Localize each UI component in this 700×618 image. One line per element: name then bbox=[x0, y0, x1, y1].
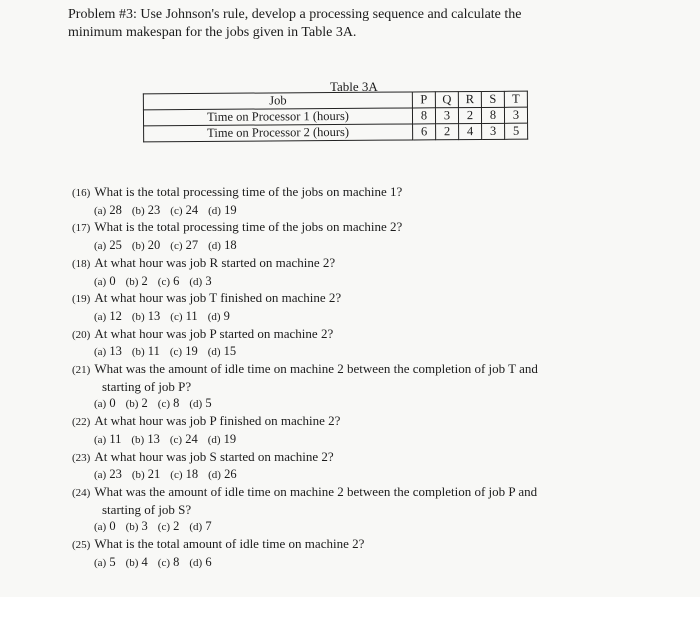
option-value: 19 bbox=[185, 344, 198, 359]
option-value: 25 bbox=[109, 238, 122, 253]
option-value: 27 bbox=[185, 238, 199, 253]
option-value: 6 bbox=[173, 273, 180, 288]
question-item bbox=[72, 413, 682, 448]
answer-option bbox=[94, 396, 116, 410]
question-number: (23) bbox=[72, 451, 91, 464]
option-value: 8 bbox=[173, 396, 180, 411]
table-cell: P bbox=[412, 92, 435, 108]
option-value: 23 bbox=[147, 202, 161, 217]
answer-option bbox=[126, 274, 148, 288]
answer-options bbox=[72, 395, 682, 413]
option-letter: (b) bbox=[125, 556, 139, 569]
option-value: 11 bbox=[109, 431, 122, 446]
question-text: At what hour was job P started on machine 2? bbox=[94, 325, 334, 341]
answer-option bbox=[94, 519, 116, 533]
question-text: What is the total processing time of the jobs on machine 2? bbox=[94, 219, 403, 235]
question-text: At what hour was job T finished on machine 2? bbox=[94, 290, 342, 306]
question-list bbox=[72, 184, 682, 571]
answer-option bbox=[170, 432, 198, 446]
answer-option bbox=[126, 396, 148, 410]
table-cell: S bbox=[481, 91, 504, 107]
table-cell: 2 bbox=[436, 124, 459, 140]
answer-option bbox=[132, 309, 160, 323]
table-row bbox=[144, 123, 528, 142]
option-value: 26 bbox=[224, 467, 237, 482]
option-letter: (b) bbox=[131, 469, 145, 482]
question-number: (20) bbox=[72, 328, 91, 341]
table-cell: 5 bbox=[505, 123, 528, 139]
answer-option bbox=[208, 203, 236, 217]
answer-option bbox=[158, 396, 180, 410]
question-number: (17) bbox=[72, 222, 91, 235]
row-label: Job bbox=[143, 92, 412, 110]
option-value: 24 bbox=[185, 202, 199, 217]
option-letter: (d) bbox=[208, 469, 221, 482]
answer-options bbox=[72, 431, 682, 449]
question-text: At what hour was job S started on machine 2? bbox=[94, 448, 334, 464]
option-letter: (b) bbox=[131, 240, 145, 253]
bottom-margin bbox=[0, 597, 700, 618]
option-letter: (b) bbox=[125, 521, 139, 534]
question-number: (22) bbox=[72, 416, 91, 429]
option-letter: (d) bbox=[189, 398, 203, 411]
option-value: 24 bbox=[185, 431, 198, 446]
option-value: 11 bbox=[147, 344, 160, 359]
option-value: 5 bbox=[109, 554, 116, 569]
option-letter: (a) bbox=[94, 275, 107, 288]
answer-option bbox=[170, 467, 198, 481]
option-letter: (a) bbox=[94, 346, 107, 359]
row-label: Time on Processor 2 (hours) bbox=[144, 124, 413, 142]
table-cell: 8 bbox=[481, 107, 504, 123]
option-letter: (d) bbox=[207, 433, 221, 446]
option-letter: (d) bbox=[207, 310, 221, 323]
option-value: 3 bbox=[141, 519, 148, 534]
table-cell: 6 bbox=[413, 124, 436, 140]
option-letter: (d) bbox=[208, 240, 221, 253]
option-value: 0 bbox=[109, 396, 116, 411]
table-cell: 2 bbox=[458, 107, 481, 123]
option-value: 9 bbox=[223, 308, 230, 323]
option-value: 21 bbox=[147, 467, 161, 482]
answer-option bbox=[132, 344, 160, 358]
answer-option bbox=[94, 555, 116, 569]
option-value: 19 bbox=[223, 431, 237, 446]
answer-options bbox=[72, 518, 682, 536]
answer-option bbox=[170, 203, 198, 217]
answer-options bbox=[72, 237, 682, 255]
option-value: 13 bbox=[147, 431, 160, 446]
table-cell: 3 bbox=[482, 123, 505, 139]
question-item bbox=[72, 326, 682, 361]
answer-options bbox=[72, 273, 682, 291]
option-value: 6 bbox=[205, 554, 212, 569]
question-text: What is the total amount of idle time on machine 2? bbox=[94, 536, 365, 552]
row-label: Time on Processor 1 (hours) bbox=[143, 108, 412, 126]
answer-option bbox=[189, 274, 211, 288]
option-letter: (d) bbox=[189, 275, 203, 288]
option-letter: (b) bbox=[131, 346, 145, 359]
answer-option bbox=[126, 519, 148, 533]
question-text-continued: starting of job P? bbox=[102, 378, 192, 394]
question-text: At what hour was job P finished on machine 2? bbox=[94, 413, 341, 429]
answer-option bbox=[131, 432, 159, 446]
question-item bbox=[72, 255, 682, 290]
question-item bbox=[72, 484, 682, 536]
answer-option bbox=[170, 344, 198, 358]
question-number: (19) bbox=[72, 293, 91, 306]
option-value: 19 bbox=[224, 202, 237, 217]
option-value: 4 bbox=[141, 554, 148, 569]
option-letter: (a) bbox=[94, 398, 107, 411]
option-letter: (d) bbox=[208, 204, 221, 217]
table-caption: Table 3A bbox=[330, 79, 378, 94]
answer-options bbox=[72, 343, 682, 361]
question-item bbox=[72, 536, 682, 571]
answer-option bbox=[208, 344, 236, 358]
question-number: (24) bbox=[72, 486, 91, 499]
question-item bbox=[72, 219, 682, 254]
option-letter: (c) bbox=[170, 469, 183, 482]
option-value: 12 bbox=[109, 308, 122, 323]
option-value: 0 bbox=[109, 519, 116, 534]
option-letter: (a) bbox=[94, 204, 107, 217]
answer-option bbox=[170, 238, 198, 252]
answer-option bbox=[158, 555, 180, 569]
answer-option bbox=[132, 203, 160, 217]
answer-option bbox=[158, 274, 180, 288]
option-value: 3 bbox=[205, 273, 212, 288]
table-cell: 3 bbox=[504, 107, 527, 123]
table-cell: 3 bbox=[435, 108, 458, 124]
answer-option bbox=[94, 432, 121, 446]
option-letter: (c) bbox=[170, 310, 183, 323]
answer-option bbox=[94, 203, 122, 217]
option-value: 0 bbox=[109, 273, 116, 288]
option-letter: (a) bbox=[94, 469, 107, 482]
problem-statement: Problem #3: Use Johnson's rule, develop a processing sequence and calculate the minimum makespan for the jobs given in Table 3A. bbox=[68, 7, 522, 40]
question-item bbox=[72, 184, 682, 219]
question-text: What is the total processing time of the jobs on machine 1? bbox=[94, 184, 403, 199]
option-letter: (d) bbox=[207, 346, 221, 359]
option-value: 15 bbox=[223, 344, 237, 359]
option-letter: (b) bbox=[131, 204, 145, 217]
option-value: 18 bbox=[185, 467, 199, 482]
answer-options bbox=[72, 554, 682, 572]
answer-option bbox=[126, 555, 148, 569]
answer-option bbox=[208, 309, 230, 323]
answer-option bbox=[94, 467, 122, 481]
question-text: At what hour was job R started on machine 2? bbox=[94, 254, 336, 270]
answer-option bbox=[189, 396, 211, 410]
answer-option bbox=[170, 309, 197, 323]
table-cell: R bbox=[458, 91, 481, 107]
table-row bbox=[143, 91, 527, 110]
question-number: (16) bbox=[72, 187, 91, 199]
option-letter: (a) bbox=[94, 240, 107, 253]
question-item bbox=[72, 361, 682, 413]
answer-options bbox=[72, 308, 682, 326]
option-value: 5 bbox=[205, 396, 212, 411]
question-number: (18) bbox=[72, 257, 91, 270]
option-letter: (b) bbox=[131, 433, 145, 446]
question-text: What was the amount of idle time on machine 2 between the completion of job T and bbox=[94, 361, 538, 377]
option-value: 20 bbox=[147, 238, 161, 253]
option-value: 23 bbox=[109, 467, 122, 482]
option-letter: (c) bbox=[157, 398, 171, 411]
answer-option bbox=[208, 238, 236, 252]
option-letter: (c) bbox=[157, 275, 171, 288]
option-letter: (b) bbox=[125, 275, 139, 288]
table-cell: 8 bbox=[412, 108, 435, 124]
answer-option bbox=[189, 555, 211, 569]
table-cell: 4 bbox=[459, 123, 482, 139]
option-value: 18 bbox=[224, 238, 237, 253]
answer-option bbox=[94, 274, 116, 288]
answer-option bbox=[158, 519, 180, 533]
option-value: 28 bbox=[109, 202, 122, 217]
answer-option bbox=[94, 344, 122, 358]
option-letter: (d) bbox=[189, 556, 203, 569]
answer-option bbox=[189, 519, 211, 533]
question-item bbox=[72, 290, 682, 325]
option-letter: (b) bbox=[131, 310, 145, 323]
answer-options bbox=[72, 466, 682, 484]
option-letter: (c) bbox=[170, 240, 183, 253]
question-number: (21) bbox=[72, 364, 91, 377]
jobs-table bbox=[143, 91, 528, 143]
option-letter: (c) bbox=[157, 521, 171, 534]
option-letter: (a) bbox=[94, 556, 107, 569]
question-item bbox=[72, 449, 682, 484]
option-value: 11 bbox=[185, 308, 198, 323]
option-value: 13 bbox=[109, 344, 122, 359]
option-value: 8 bbox=[173, 554, 180, 569]
option-letter: (a) bbox=[94, 521, 107, 534]
question-number: (25) bbox=[72, 539, 91, 552]
question-text: What was the amount of idle time on machine 2 between the completion of job P and bbox=[94, 483, 538, 499]
answer-option bbox=[94, 309, 122, 323]
answer-option bbox=[208, 467, 236, 481]
answer-option bbox=[208, 432, 236, 446]
table-cell: T bbox=[504, 91, 527, 107]
option-letter: (a) bbox=[94, 310, 107, 323]
option-value: 7 bbox=[205, 519, 212, 534]
question-text-continued: starting of job S? bbox=[102, 501, 192, 517]
option-value: 2 bbox=[141, 396, 148, 411]
answer-option bbox=[132, 467, 160, 481]
answer-option bbox=[94, 238, 122, 252]
table-cell: Q bbox=[435, 92, 458, 108]
option-letter: (c) bbox=[157, 556, 171, 569]
option-letter: (d) bbox=[189, 521, 203, 534]
option-value: 13 bbox=[147, 308, 161, 323]
option-value: 2 bbox=[173, 519, 180, 534]
option-letter: (c) bbox=[170, 204, 183, 217]
option-letter: (a) bbox=[94, 433, 107, 446]
option-letter: (b) bbox=[125, 398, 139, 411]
answer-options bbox=[72, 202, 682, 220]
option-letter: (c) bbox=[169, 433, 183, 446]
option-value: 2 bbox=[141, 273, 148, 288]
option-letter: (c) bbox=[169, 346, 183, 359]
table-row bbox=[143, 107, 527, 126]
answer-option bbox=[132, 238, 160, 252]
